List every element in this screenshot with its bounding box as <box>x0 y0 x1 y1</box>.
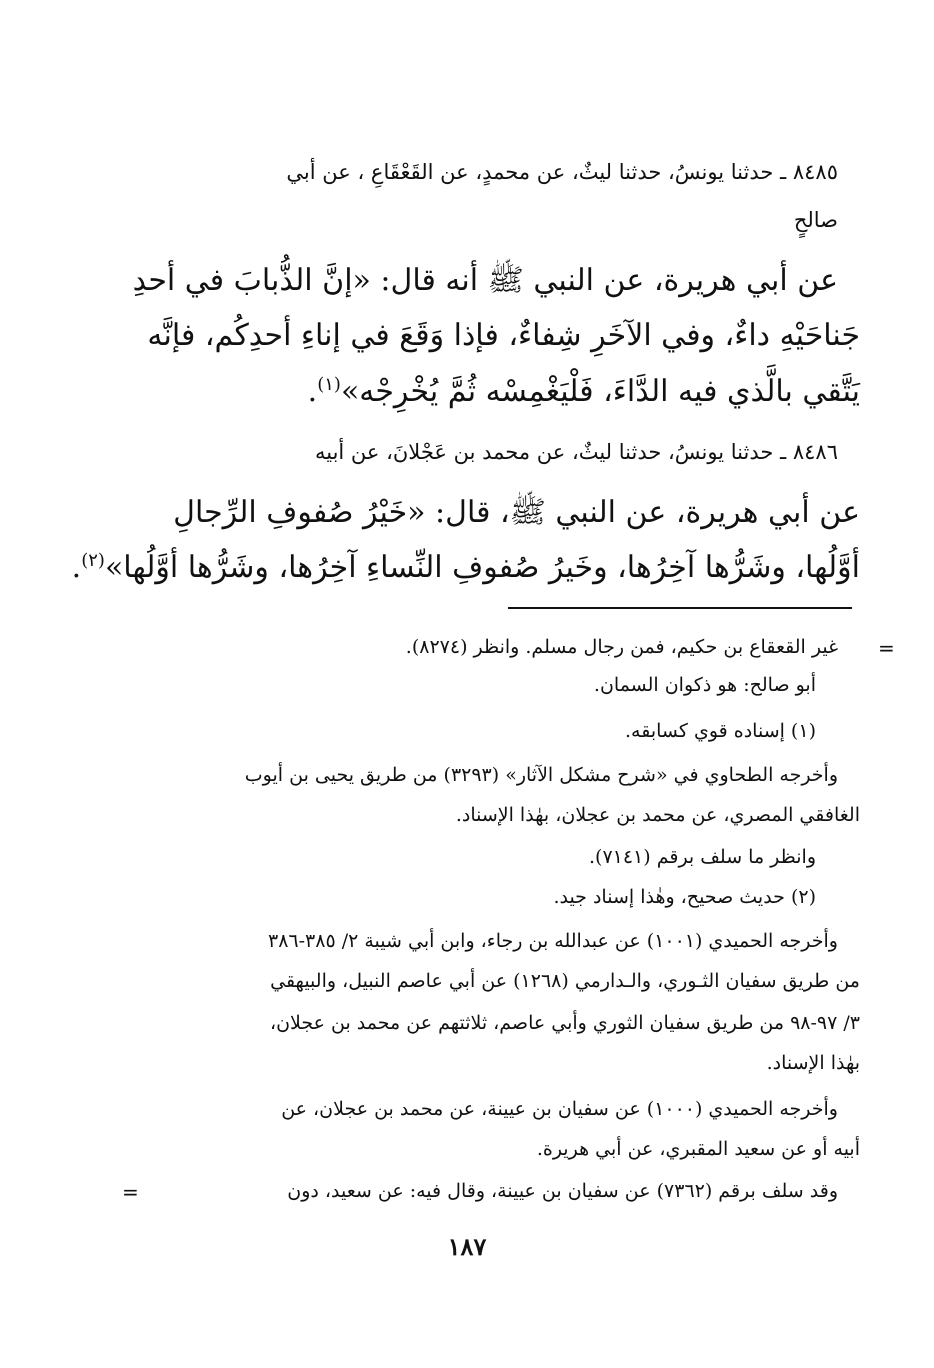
hadith-8485-isnad-line1: ٨٤٨٥ ـ حدثنا يونسُ، حدثنا ليثٌ، عن محمدٍ، عن القَعْقَاعِ ، عن أبي <box>286 160 838 184</box>
footnote-end-marker: = <box>122 1180 139 1204</box>
hadith-8485-text-line3 <box>138 374 860 409</box>
footnote-line-2: أبو صالح: هو ذكوان السمان. <box>593 674 816 696</box>
footnote-line-3: (١) إسناده قوي كسابقه. <box>625 720 816 742</box>
footnote-continuation-marker: = <box>878 636 895 660</box>
hadith-8486-text-line1: عن أبي هريرة، عن النبي ﷺ، قال: «خَيْرُ صُفوفِ الرِّجالِ <box>173 495 860 530</box>
footnote-line-11: بهٰذا الإسناد. <box>766 1052 860 1074</box>
footnote-line-6: وانظر ما سلف برقم (٧١٤١). <box>588 846 816 868</box>
hadith-8486-text-line2-end: . <box>71 550 82 585</box>
hadith-8485-text-line1: عن أبي هريرة، عن النبي ﷺ أنه قال: «إنَّ الذُّبابَ في أحدِ <box>132 263 838 298</box>
footnote-separator <box>508 607 852 609</box>
footnote-line-4: وأخرجه الطحاوي في «شرح مشكل الآثار» (٣٢٩٣) من طريق يحيى بن أيوب <box>244 764 838 786</box>
footnote-line-13: أبيه أو عن سعيد المقبري، عن أبي هريرة. <box>536 1138 860 1160</box>
footnote-line-14: وقد سلف برقم (٧٣٦٢) عن سفيان بن عيينة، وقال فيه: عن سعيد، دون <box>287 1180 838 1202</box>
footnote-line-8: وأخرجه الحميدي (١٠٠١) عن عبدالله بن رجاء، وابن أبي شيبة ٢/ ٣٨٥-٣٨٦ <box>267 930 838 952</box>
page-number: ١٨٧ <box>447 1232 487 1261</box>
hadith-8485-text-line3-body: يَتَّقي بالَّذي فيه الدَّاءَ، فَلْيَغْمِسْه ثُمَّ يُخْرِجْه» <box>340 374 860 409</box>
hadith-8486-text-line2-body: أوَّلُها، وشَرُّها آخِرُها، وخَيرُ صُفوفِ النِّساءِ آخِرُها، وشَرُّها أوَّلُها» <box>104 550 860 585</box>
hadith-8485-isnad-line2: صالحٍ <box>793 208 838 232</box>
hadith-8486-text-line2 <box>71 550 860 585</box>
footnote-ref-2: (٢) <box>81 550 105 571</box>
hadith-8485-text-line2: جَناحَيْهِ داءٌ، وفي الآخَرِ شِفاءٌ، فإذا وَقَعَ في إناءِ أحدِكُم، فإنَّه <box>147 318 860 353</box>
footnote-line-10: ٣/ ٩٧-٩٨ من طريق سفيان الثوري وأبي عاصم، ثلاثتهم عن محمد بن عجلان، <box>269 1012 860 1034</box>
footnote-line-7: (٢) حديث صحيح، وهٰذا إسناد جيد. <box>553 886 816 908</box>
hadith-8486-isnad-line1: ٨٤٨٦ ـ حدثنا يونسُ، حدثنا ليثٌ، عن محمد بن عَجْلانَ، عن أبيه <box>314 440 838 464</box>
hadith-8485-text-line3-end: . <box>307 374 318 409</box>
footnote-line-5: الغافقي المصري، عن محمد بن عجلان، بهٰذا الإسناد. <box>455 804 860 826</box>
footnote-line-9: من طريق سفيان الثـوري، والـدارمي (١٢٦٨) عن أبي عاصم النبيل، والبيهقي <box>270 970 860 992</box>
footnote-line-12: وأخرجه الحميدي (١٠٠٠) عن سفيان بن عيينة، عن محمد بن عجلان، عن <box>281 1098 838 1120</box>
footnote-line-1: غير القعقاع بن حكيم، فمن رجال مسلم. وانظر (٨٢٧٤). <box>405 636 838 658</box>
footnote-ref-1: (١) <box>317 374 341 395</box>
